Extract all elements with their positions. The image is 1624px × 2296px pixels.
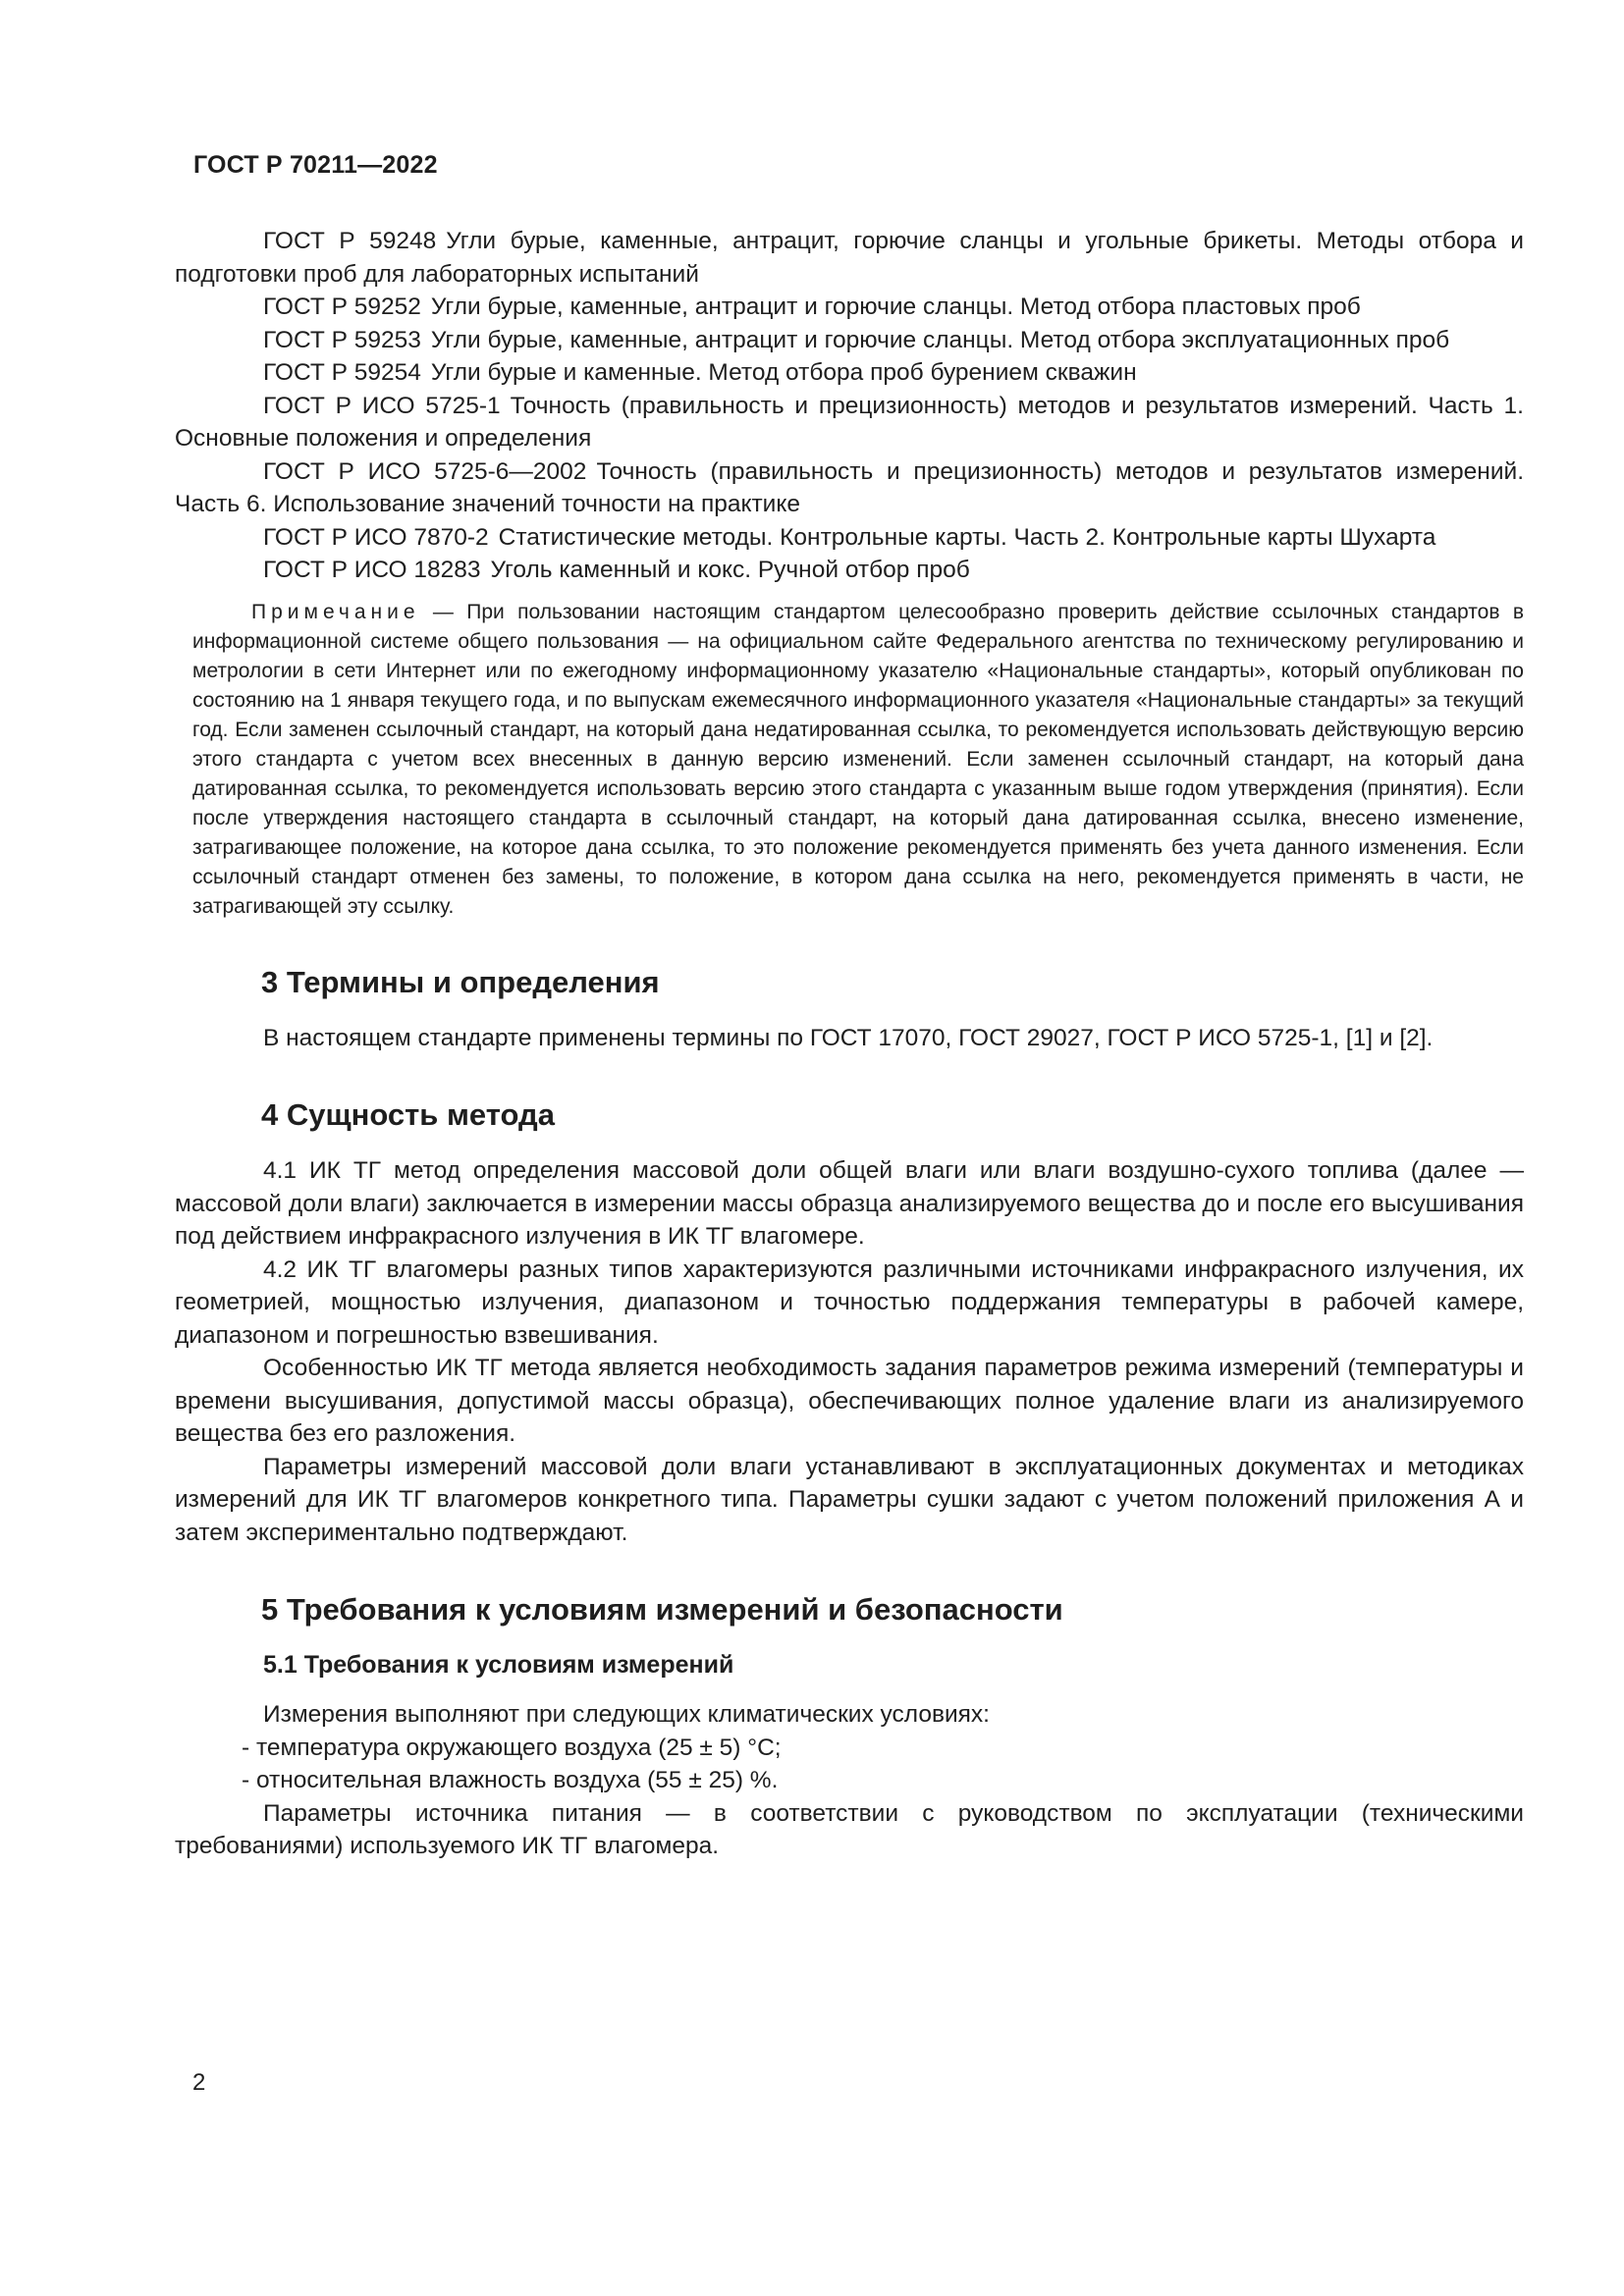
- reference-title: Статистические методы. Контрольные карты. Часть 2. Контрольные карты Шухарта: [498, 523, 1436, 551]
- reference-code: ГОСТ Р 59248: [263, 228, 437, 254]
- page-content: [175, 225, 1524, 1863]
- section-3-text: В настоящем стандарте применены термины по ГОСТ 17070, ГОСТ 29027, ГОСТ Р ИСО 5725-1, [1] и [2].: [263, 1024, 1434, 1051]
- section-5-1-closing: Параметры источника питания — в соответствии с руководством по эксплуатации (техническими требованиями) используемого ИК ТГ влагомера.: [175, 1799, 1524, 1859]
- reference-item: [175, 455, 1524, 521]
- reference-code: ГОСТ Р ИСО 5725-6—2002: [263, 457, 587, 485]
- reference-item: [175, 390, 1524, 455]
- section-3-heading: 3 Термины и определения: [261, 964, 660, 999]
- note-text: — При пользовании настоящим стандартом целесообразно проверить действие ссылочных стандартов в информационной системе общего пользования — на официальном сайте Федерального агентства по техническому регулированию и метрологии в сети Интернет или по ежегодному информационному указателю «Национальные стандарты», который опубликован по состоянию на 1 января текущего года, и по выпускам ежемесячного информационного указателя «Национальные стандарты» за текущий год. Если заменен ссылочный стандарт, на который дана недатированная ссылка, то рекомендуется использовать действующую версию этого стандарта с учетом всех внесенных в данную версию изменений. Если заменен ссылочный стандарт, на который дана датированная ссылка, то рекомендуется использовать версию этого стандарта с указанным выше годом утверждения (принятия). Если после утверждения настоящего стандарта в ссылочный стандарт, на который дана датированная ссылка, внесено изменение, затрагивающее положение, на которое дана ссылка, то это положение рекомендуется применять без учета данного изменения. Если ссылочный стандарт отменен без замены, то положение, в котором дана ссылка на него, рекомендуется применять в части, не затрагивающей эту ссылку.: [192, 600, 1524, 918]
- reference-code: ГОСТ Р 59254: [263, 359, 421, 386]
- reference-code: ГОСТ Р ИСО 5725-1: [263, 392, 501, 419]
- reference-item: [175, 225, 1524, 291]
- section-5-1-intro: Измерения выполняют при следующих климатических условиях:: [263, 1701, 990, 1728]
- reference-item: [175, 521, 1524, 555]
- reference-code: ГОСТ Р 59253: [263, 326, 421, 353]
- reference-title: Уголь каменный и кокс. Ручной отбор проб: [490, 557, 970, 583]
- reference-code: ГОСТ Р ИСО 7870-2: [263, 523, 489, 551]
- reference-title: Точность (правильность и прецизионность) методов и результатов измерений. Часть 6. Использование значений точности на практике: [175, 457, 1524, 517]
- reference-title: Угли бурые и каменные. Метод отбора проб бурением скважин: [430, 359, 1137, 386]
- section-4-paragraph: Параметры измерений массовой доли влаги устанавливают в эксплуатационных документах и методиках измерений для ИК ТГ влагомеров конкретного типа. Параметры сушки задают с учетом положений приложения А и затем экспериментально подтверждают.: [175, 1453, 1524, 1546]
- document-header: ГОСТ Р 70211—2022: [193, 151, 438, 179]
- note-label: Примечание: [251, 600, 420, 623]
- reference-title: Точность (правильность и прецизионность) методов и результатов измерений. Часть 1. Основные положения и определения: [175, 392, 1524, 452]
- section-4-heading: 4 Сущность метода: [261, 1097, 555, 1132]
- reference-code: ГОСТ Р ИСО 18283: [263, 557, 481, 583]
- section-5-1-heading: 5.1 Требования к условиям измерений: [263, 1651, 734, 1679]
- reference-item: [175, 324, 1524, 357]
- reference-item: [175, 356, 1524, 390]
- section-4-paragraph: Особенностью ИК ТГ метода является необходимость задания параметров режима измерений (температуры и времени высушивания, допустимой массы образца), обеспечивающих полное удаление влаги из анализируемого вещества без его разложения.: [175, 1355, 1524, 1447]
- note-block: [192, 598, 1524, 922]
- condition-list-item: - относительная влажность воздуха (55 ± 25) %.: [242, 1767, 779, 1793]
- reference-code: ГОСТ Р 59252: [263, 294, 421, 320]
- reference-item: [175, 291, 1524, 324]
- section-4-paragraph: 4.2 ИК ТГ влагомеры разных типов характеризуются различными источниками инфракрасного излучения, их геометрией, мощностью излучения, диапазоном и точностью поддержания температуры в рабочей камере, диапазоном и погрешностью взвешивания.: [175, 1255, 1524, 1349]
- references-list: [175, 225, 1524, 587]
- page-number: 2: [192, 2069, 206, 2096]
- reference-title: Угли бурые, каменные, антрацит и горючие сланцы. Метод отбора пластовых проб: [430, 294, 1361, 320]
- reference-title: Угли бурые, каменные, антрацит, горючие сланцы и угольные брикеты. Методы отбора и подготовки проб для лабораторных испытаний: [175, 228, 1524, 288]
- section-5-heading: 5 Требования к условиям измерений и безопасности: [261, 1592, 1063, 1627]
- section-4-paragraph: 4.1 ИК ТГ метод определения массовой доли общей влаги или влаги воздушно-сухого топлива (далее — массовой доли влаги) заключается в измерении массы образца анализируемого вещества до и после его высушивания под действием инфракрасного излучения в ИК ТГ влагомере.: [175, 1157, 1524, 1250]
- condition-list-item: - температура окружающего воздуха (25 ± 5) °С;: [242, 1734, 782, 1761]
- reference-item: [175, 554, 1524, 587]
- reference-title: Угли бурые, каменные, антрацит и горючие сланцы. Метод отбора эксплуатационных проб: [430, 326, 1450, 353]
